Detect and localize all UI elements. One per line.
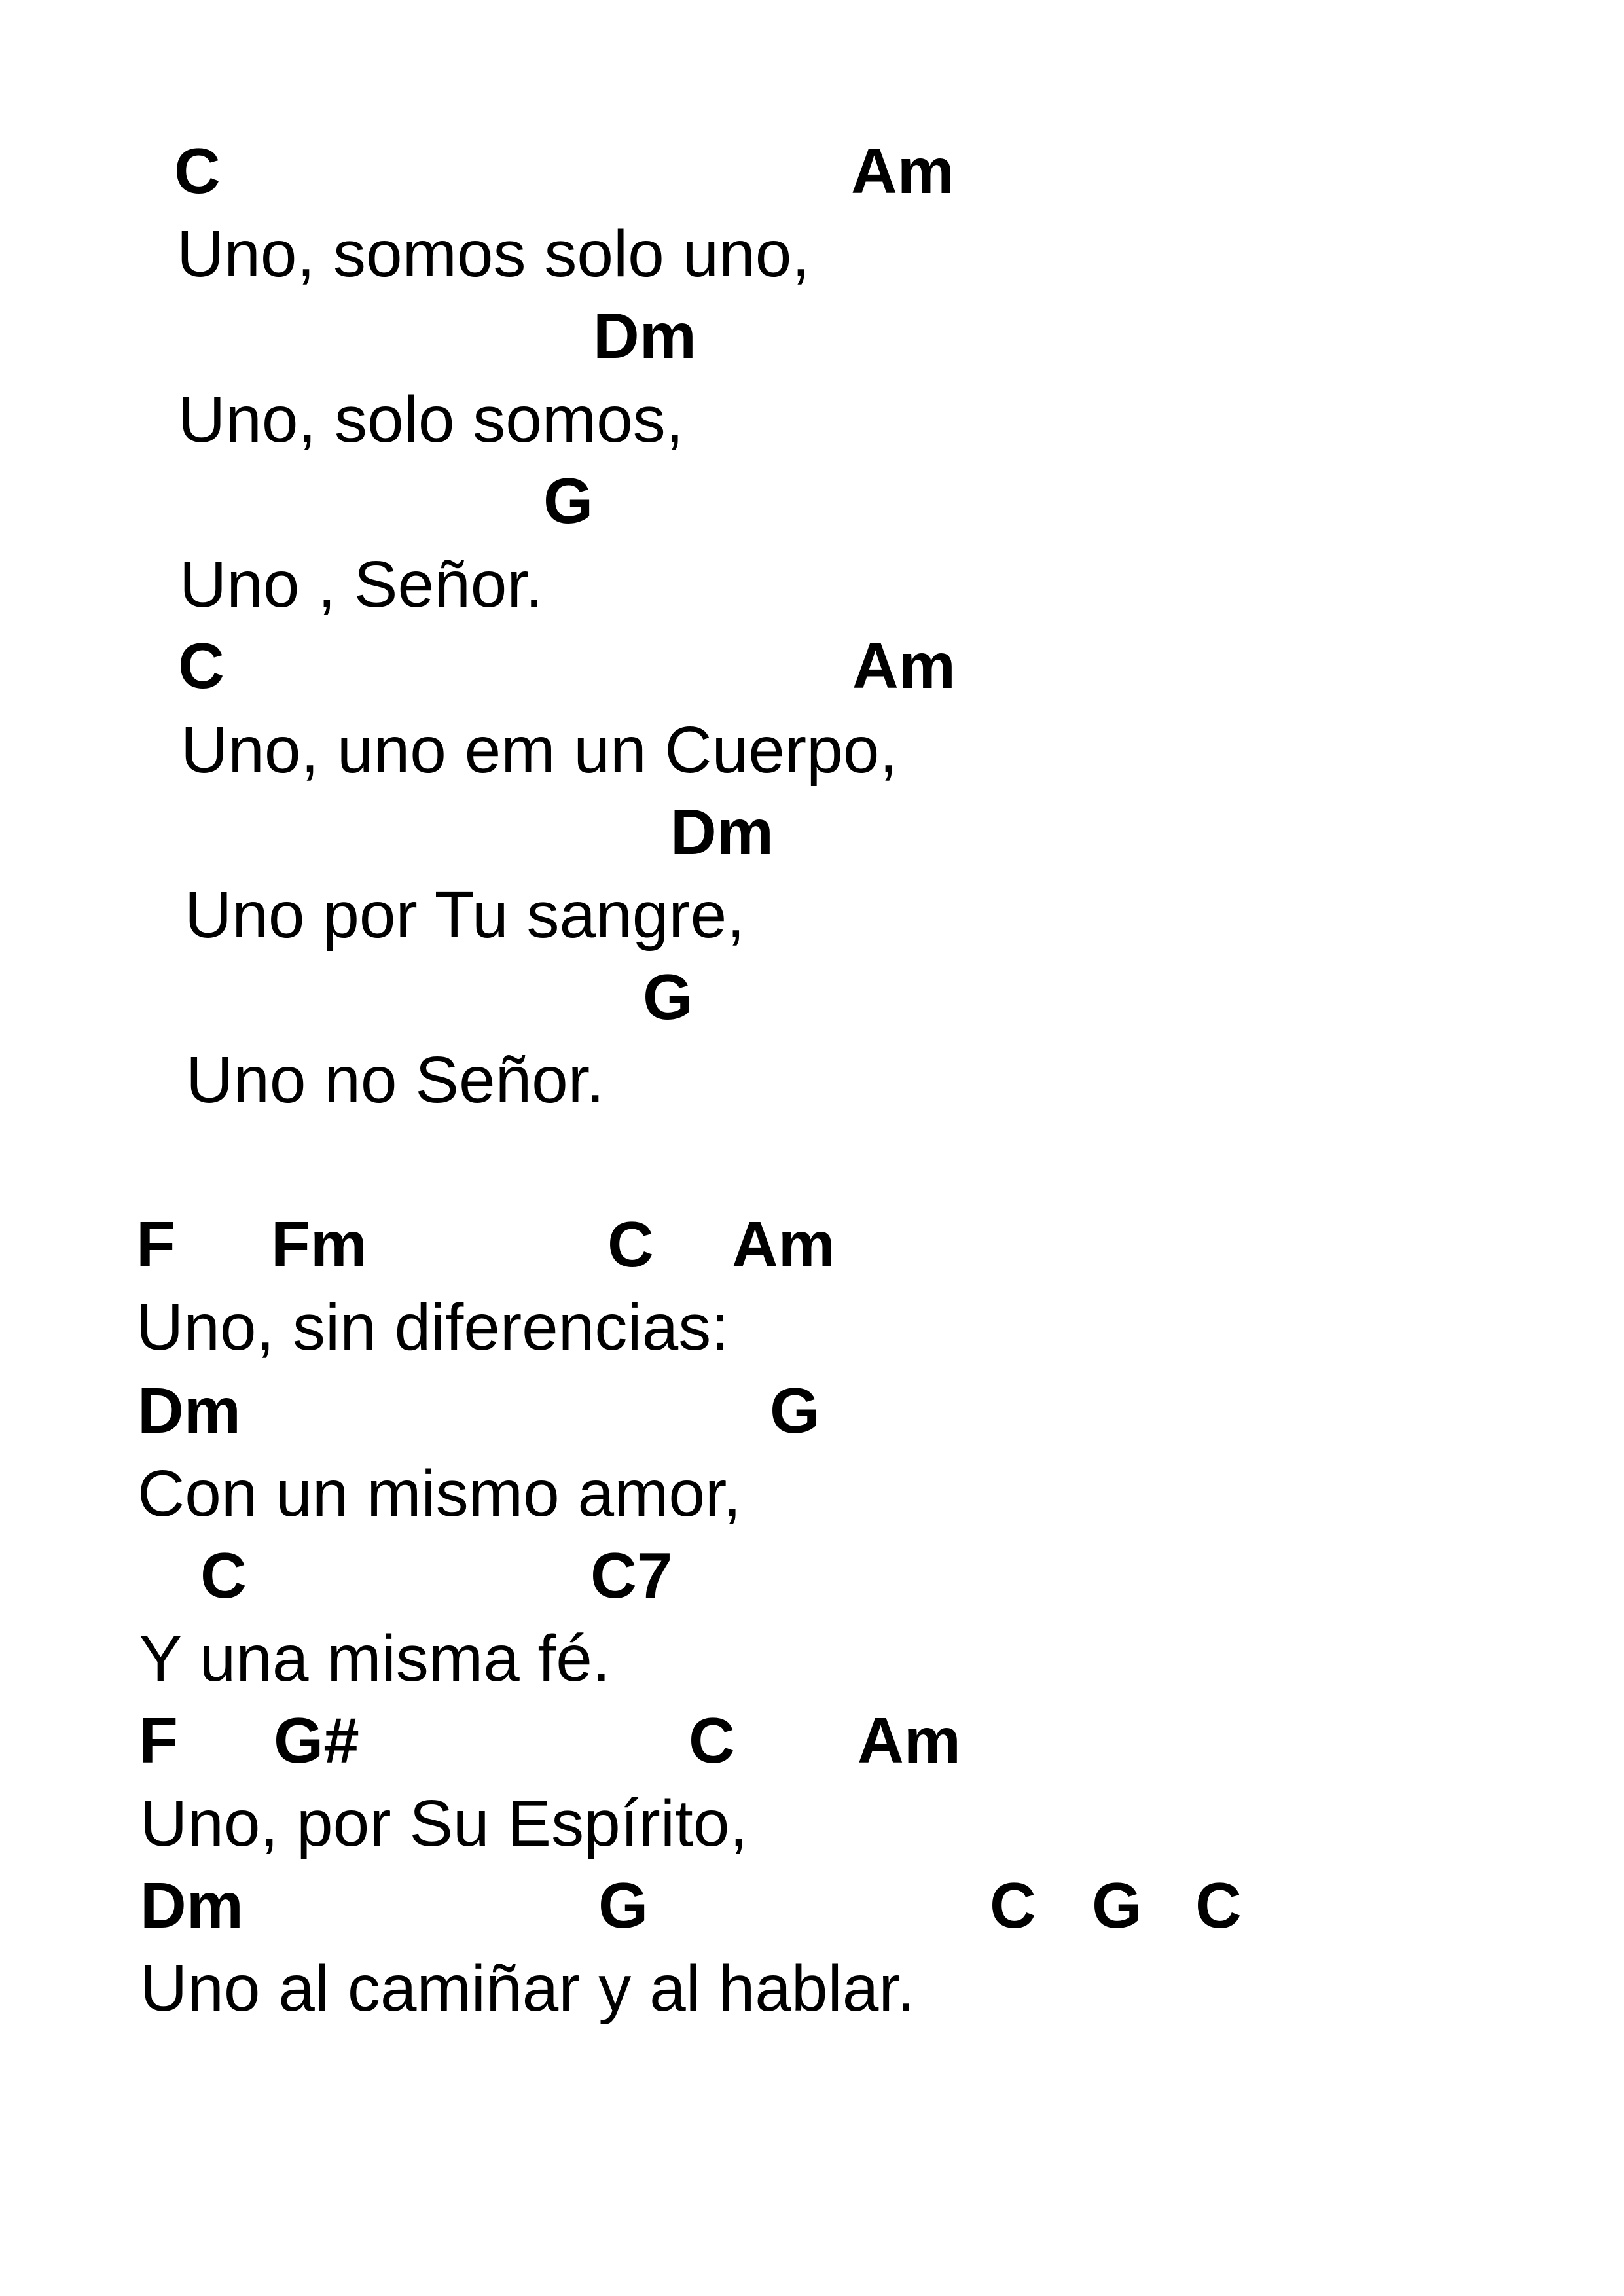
lyric-line: Con un mismo amor, bbox=[137, 1457, 742, 1530]
lyric-line: Uno no Señor. bbox=[186, 1043, 605, 1117]
lyric-line: Uno , Señor. bbox=[179, 548, 543, 621]
chord: G bbox=[1092, 1869, 1142, 1941]
chord: Am bbox=[732, 1208, 835, 1280]
chord: Dm bbox=[670, 796, 774, 868]
chord: C bbox=[174, 135, 221, 207]
lyric-line: Uno, somos solo uno, bbox=[177, 217, 810, 291]
chord: C7 bbox=[590, 1539, 673, 1611]
chord: Dm bbox=[593, 300, 696, 372]
chord: Dm bbox=[137, 1374, 241, 1446]
lyric-line: Uno, uno em un Cuerpo, bbox=[181, 713, 898, 787]
chord: C bbox=[178, 630, 225, 702]
lyric-line: Uno al camiñar y al hablar. bbox=[140, 1952, 915, 2025]
chord: Dm bbox=[140, 1869, 244, 1941]
lyric-line: Uno, sin diferencias: bbox=[136, 1291, 730, 1364]
chord: Am bbox=[857, 1704, 961, 1776]
lyric-line: Uno, solo somos, bbox=[178, 383, 684, 456]
chord: Fm bbox=[271, 1208, 367, 1280]
chord: G bbox=[643, 961, 693, 1033]
lyric-line: Uno por Tu sangre, bbox=[185, 878, 746, 952]
chord: F bbox=[139, 1704, 178, 1776]
lyric-line: Uno, por Su Espírito, bbox=[140, 1787, 748, 1860]
chord: C bbox=[607, 1208, 654, 1280]
chord: Am bbox=[852, 630, 956, 702]
chord: G bbox=[543, 465, 594, 537]
chord: C bbox=[200, 1539, 247, 1611]
chord: C bbox=[990, 1869, 1036, 1941]
chord: G bbox=[770, 1374, 820, 1446]
chord: Am bbox=[851, 135, 954, 207]
chord: C bbox=[689, 1704, 735, 1776]
chord: G# bbox=[274, 1704, 359, 1776]
chord: C bbox=[1195, 1869, 1242, 1941]
chord: F bbox=[136, 1208, 175, 1280]
chord: G bbox=[598, 1869, 649, 1941]
lyric-line: Y una misma fé. bbox=[139, 1622, 611, 1695]
